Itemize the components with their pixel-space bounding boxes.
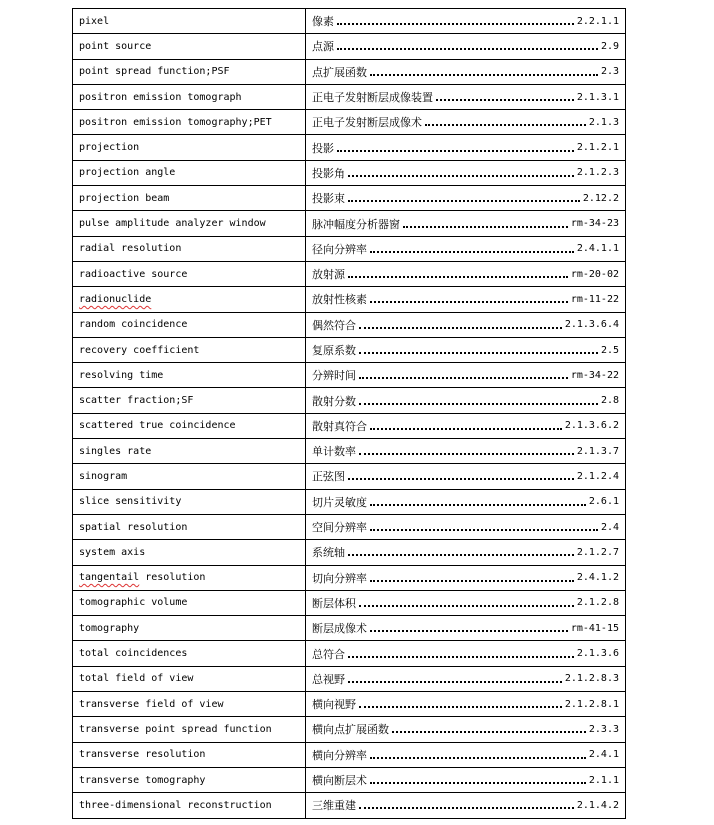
chinese-term: 断层体积 <box>312 596 356 610</box>
clause-reference: 2.1.4.2 <box>576 799 619 811</box>
table-row <box>73 59 626 84</box>
english-term-cell <box>73 692 306 717</box>
chinese-term-cell <box>306 692 626 717</box>
english-term-cell <box>73 767 306 792</box>
chinese-term: 投影 <box>312 141 334 155</box>
dot-leader <box>370 428 562 430</box>
chinese-term-cell <box>306 641 626 666</box>
dot-leader <box>359 605 574 607</box>
table-row <box>73 514 626 539</box>
english-term: resolving time <box>79 369 164 381</box>
clause-reference: rm-11-22 <box>570 293 619 305</box>
english-term: pixel <box>79 15 110 27</box>
clause-reference: 2.1.2.3 <box>576 167 619 179</box>
chinese-term-cell <box>306 312 626 337</box>
english-term-cell <box>73 337 306 362</box>
table-row <box>73 489 626 514</box>
chinese-term-cell <box>306 514 626 539</box>
english-term-cell <box>73 84 306 109</box>
table-row <box>73 540 626 565</box>
clause-reference: 2.1.3.6.2 <box>564 420 619 432</box>
english-term: tomographic volume <box>79 597 188 609</box>
english-term: transverse resolution <box>79 749 206 761</box>
clause-reference: 2.1.3.7 <box>576 445 619 457</box>
chinese-term: 径向分辨率 <box>312 242 367 256</box>
english-term: projection <box>79 142 140 154</box>
table-row <box>73 211 626 236</box>
dot-leader <box>370 301 568 303</box>
table-row <box>73 287 626 312</box>
table-row <box>73 616 626 641</box>
dot-leader <box>359 352 598 354</box>
english-term: point source <box>79 40 152 52</box>
english-term-cell <box>73 59 306 84</box>
dot-leader <box>436 99 574 101</box>
english-term: random coincidence <box>79 319 188 331</box>
chinese-term-cell <box>306 489 626 514</box>
english-term: transverse field of view <box>79 698 224 710</box>
english-term-cell <box>73 590 306 615</box>
dot-leader <box>359 327 562 329</box>
clause-reference: 2.1.2.8.3 <box>564 673 619 685</box>
table-row <box>73 692 626 717</box>
chinese-term: 横向点扩展函数 <box>312 723 389 737</box>
chinese-term: 放射源 <box>312 268 345 282</box>
table-row <box>73 160 626 185</box>
dot-leader <box>392 731 586 733</box>
chinese-term-cell <box>306 211 626 236</box>
english-term: projection beam <box>79 192 170 204</box>
english-term: system axis <box>79 546 146 558</box>
english-term: tangentail resolution <box>79 572 206 584</box>
dot-leader <box>370 251 574 253</box>
dot-leader <box>370 782 586 784</box>
chinese-term-cell <box>306 261 626 286</box>
dot-leader <box>403 226 568 228</box>
english-term <box>79 294 151 305</box>
dot-leader <box>348 276 568 278</box>
english-term-cell <box>73 616 306 641</box>
english-term: spatial resolution <box>79 521 188 533</box>
dot-leader <box>337 23 574 25</box>
english-term: radial resolution <box>79 243 182 255</box>
table-row <box>73 565 626 590</box>
table-row <box>73 590 626 615</box>
dot-leader <box>337 48 598 50</box>
english-term: tomography <box>79 622 140 634</box>
table-row <box>73 439 626 464</box>
chinese-term-cell <box>306 590 626 615</box>
chinese-term: 横向分辨率 <box>312 748 367 762</box>
chinese-term-cell <box>306 616 626 641</box>
table-row <box>73 767 626 792</box>
clause-reference: 2.9 <box>600 40 619 52</box>
clause-reference: 2.1.1 <box>588 774 619 786</box>
english-term: point spread function;PSF <box>79 66 230 78</box>
chinese-term-cell <box>306 717 626 742</box>
chinese-term-cell <box>306 34 626 59</box>
clause-reference: 2.4 <box>600 521 619 533</box>
table-row <box>73 236 626 261</box>
chinese-term: 总符合 <box>312 647 345 661</box>
chinese-term: 散射真符合 <box>312 419 367 433</box>
dot-leader <box>370 630 568 632</box>
chinese-term: 脉冲幅度分析器窗 <box>312 217 400 231</box>
chinese-term: 投影束 <box>312 192 345 206</box>
chinese-term: 三维重建 <box>312 799 356 813</box>
clause-reference: 2.1.2.7 <box>576 546 619 558</box>
clause-reference: rm-41-15 <box>570 622 619 634</box>
table-row <box>73 84 626 109</box>
english-term: transverse point spread function <box>79 723 272 735</box>
dot-leader <box>359 706 562 708</box>
chinese-term: 偶然符合 <box>312 318 356 332</box>
english-term: recovery coefficient <box>79 344 200 356</box>
chinese-term: 切向分辨率 <box>312 571 367 585</box>
english-term: three-dimensional reconstruction <box>79 799 272 811</box>
english-term: positron emission tomography;PET <box>79 116 272 128</box>
dot-leader <box>370 504 586 506</box>
dot-leader <box>348 656 574 658</box>
chinese-term: 正电子发射断层成像装置 <box>312 91 433 105</box>
chinese-term: 正弦图 <box>312 470 345 484</box>
clause-reference: 2.6.1 <box>588 496 619 508</box>
english-term: singles rate <box>79 445 152 457</box>
chinese-term: 点扩展函数 <box>312 65 367 79</box>
dot-leader <box>348 554 574 556</box>
clause-reference: 2.4.1 <box>588 749 619 761</box>
english-term-cell <box>73 186 306 211</box>
chinese-term: 像素 <box>312 15 334 29</box>
table-row <box>73 261 626 286</box>
chinese-term: 切片灵敏度 <box>312 495 367 509</box>
table-row <box>73 312 626 337</box>
english-term-cell <box>73 312 306 337</box>
clause-reference: 2.12.2 <box>582 192 619 204</box>
english-term: scattered true coincidence <box>79 420 236 432</box>
chinese-term: 分辨时间 <box>312 369 356 383</box>
english-term-cell <box>73 666 306 691</box>
english-term-cell <box>73 565 306 590</box>
table-row <box>73 413 626 438</box>
chinese-term-cell <box>306 388 626 413</box>
table-row <box>73 717 626 742</box>
dot-leader <box>348 175 574 177</box>
clause-reference: 2.1.3.6.4 <box>564 319 619 331</box>
english-term-cell <box>73 717 306 742</box>
chinese-term-cell <box>306 464 626 489</box>
chinese-term: 散射分数 <box>312 394 356 408</box>
chinese-term-cell <box>306 9 626 34</box>
chinese-term: 总视野 <box>312 672 345 686</box>
chinese-term: 放射性核素 <box>312 293 367 307</box>
english-term: radioactive source <box>79 268 188 280</box>
english-term-cell <box>73 641 306 666</box>
chinese-term-cell <box>306 186 626 211</box>
english-term-cell <box>73 34 306 59</box>
clause-reference: 2.1.2.4 <box>576 470 619 482</box>
english-term: pulse amplitude analyzer window <box>79 218 266 230</box>
table-row <box>73 363 626 388</box>
chinese-term: 单计数率 <box>312 445 356 459</box>
chinese-term: 断层成像术 <box>312 622 367 636</box>
english-term-cell <box>73 160 306 185</box>
clause-reference: 2.1.3 <box>588 116 619 128</box>
english-term-cell <box>73 742 306 767</box>
english-term-cell <box>73 287 306 312</box>
table-row <box>73 666 626 691</box>
glossary-table <box>72 8 626 819</box>
clause-reference: 2.5 <box>600 344 619 356</box>
chinese-term-cell <box>306 767 626 792</box>
english-term-cell <box>73 464 306 489</box>
table-row <box>73 742 626 767</box>
table-row <box>73 388 626 413</box>
chinese-term: 点源 <box>312 40 334 54</box>
clause-reference: 2.1.3.6 <box>576 648 619 660</box>
dot-leader <box>370 757 586 759</box>
chinese-term: 空间分辨率 <box>312 521 367 535</box>
spellcheck-word: radionuclide <box>79 293 152 305</box>
table-row <box>73 641 626 666</box>
table-row <box>73 464 626 489</box>
chinese-term-cell <box>306 110 626 135</box>
clause-reference: rm-20-02 <box>570 268 619 280</box>
dot-leader <box>370 580 574 582</box>
chinese-term-cell <box>306 540 626 565</box>
english-term-cell <box>73 413 306 438</box>
english-term: sinogram <box>79 470 128 482</box>
clause-reference: 2.4.1.1 <box>576 243 619 255</box>
clause-reference: 2.1.2.8 <box>576 597 619 609</box>
dot-leader <box>348 200 580 202</box>
english-term: projection angle <box>79 167 176 179</box>
chinese-term-cell <box>306 742 626 767</box>
chinese-term-cell <box>306 135 626 160</box>
clause-reference: 2.1.3.1 <box>576 91 619 103</box>
english-term-cell <box>73 110 306 135</box>
table-row <box>73 34 626 59</box>
english-term: positron emission tomograph <box>79 91 242 103</box>
english-term: total field of view <box>79 673 194 685</box>
clause-reference: 2.4.1.2 <box>576 572 619 584</box>
clause-reference: 2.1.2.1 <box>576 142 619 154</box>
english-term-cell <box>73 793 306 818</box>
chinese-term-cell <box>306 160 626 185</box>
clause-reference: 2.3.3 <box>588 723 619 735</box>
table-row <box>73 186 626 211</box>
chinese-term: 横向视野 <box>312 698 356 712</box>
dot-leader <box>337 150 574 152</box>
clause-reference: 2.8 <box>600 395 619 407</box>
english-term: slice sensitivity <box>79 496 182 508</box>
chinese-term-cell <box>306 565 626 590</box>
dot-leader <box>370 74 598 76</box>
english-term-cell <box>73 363 306 388</box>
dot-leader <box>359 403 598 405</box>
chinese-term-cell <box>306 337 626 362</box>
chinese-term: 复原系数 <box>312 344 356 357</box>
chinese-term-cell <box>306 439 626 464</box>
dot-leader <box>370 529 598 531</box>
english-term-cell <box>73 261 306 286</box>
english-term-cell <box>73 236 306 261</box>
table-row <box>73 793 626 818</box>
table-row <box>73 135 626 160</box>
english-term-cell <box>73 388 306 413</box>
clause-reference: 2.1.2.8.1 <box>564 698 619 710</box>
chinese-term: 横向断层术 <box>312 774 367 788</box>
table-row <box>73 9 626 34</box>
english-term-cell <box>73 514 306 539</box>
chinese-term-cell <box>306 666 626 691</box>
dot-leader <box>425 124 586 126</box>
chinese-term-cell <box>306 363 626 388</box>
dot-leader <box>359 807 574 809</box>
dot-leader <box>348 681 562 683</box>
table-row <box>73 110 626 135</box>
dot-leader <box>359 377 568 379</box>
chinese-term: 系统轴 <box>312 546 345 560</box>
chinese-term: 正电子发射断层成像术 <box>312 116 422 130</box>
english-term-cell <box>73 9 306 34</box>
chinese-term-cell <box>306 413 626 438</box>
chinese-term-cell <box>306 793 626 818</box>
chinese-term-cell <box>306 287 626 312</box>
chinese-term: 投影角 <box>312 166 345 180</box>
english-term-cell <box>73 489 306 514</box>
dot-leader <box>348 478 574 480</box>
chinese-term-cell <box>306 84 626 109</box>
glossary-body <box>73 9 626 819</box>
clause-reference: 2.3 <box>600 66 619 78</box>
chinese-term-cell <box>306 236 626 261</box>
clause-reference: rm-34-23 <box>570 218 619 230</box>
clause-reference: 2.2.1.1 <box>576 15 619 27</box>
english-term-cell <box>73 439 306 464</box>
english-term-cell <box>73 211 306 236</box>
english-term: transverse tomography <box>79 774 206 786</box>
spellcheck-word: tangentail <box>79 572 140 584</box>
dot-leader <box>359 453 574 455</box>
chinese-term-cell <box>306 59 626 84</box>
english-term-cell <box>73 135 306 160</box>
english-term-cell <box>73 540 306 565</box>
english-term: total coincidences <box>79 648 188 660</box>
table-row <box>73 337 626 362</box>
clause-reference: rm-34-22 <box>570 369 619 381</box>
english-term: scatter fraction;SF <box>79 395 194 407</box>
